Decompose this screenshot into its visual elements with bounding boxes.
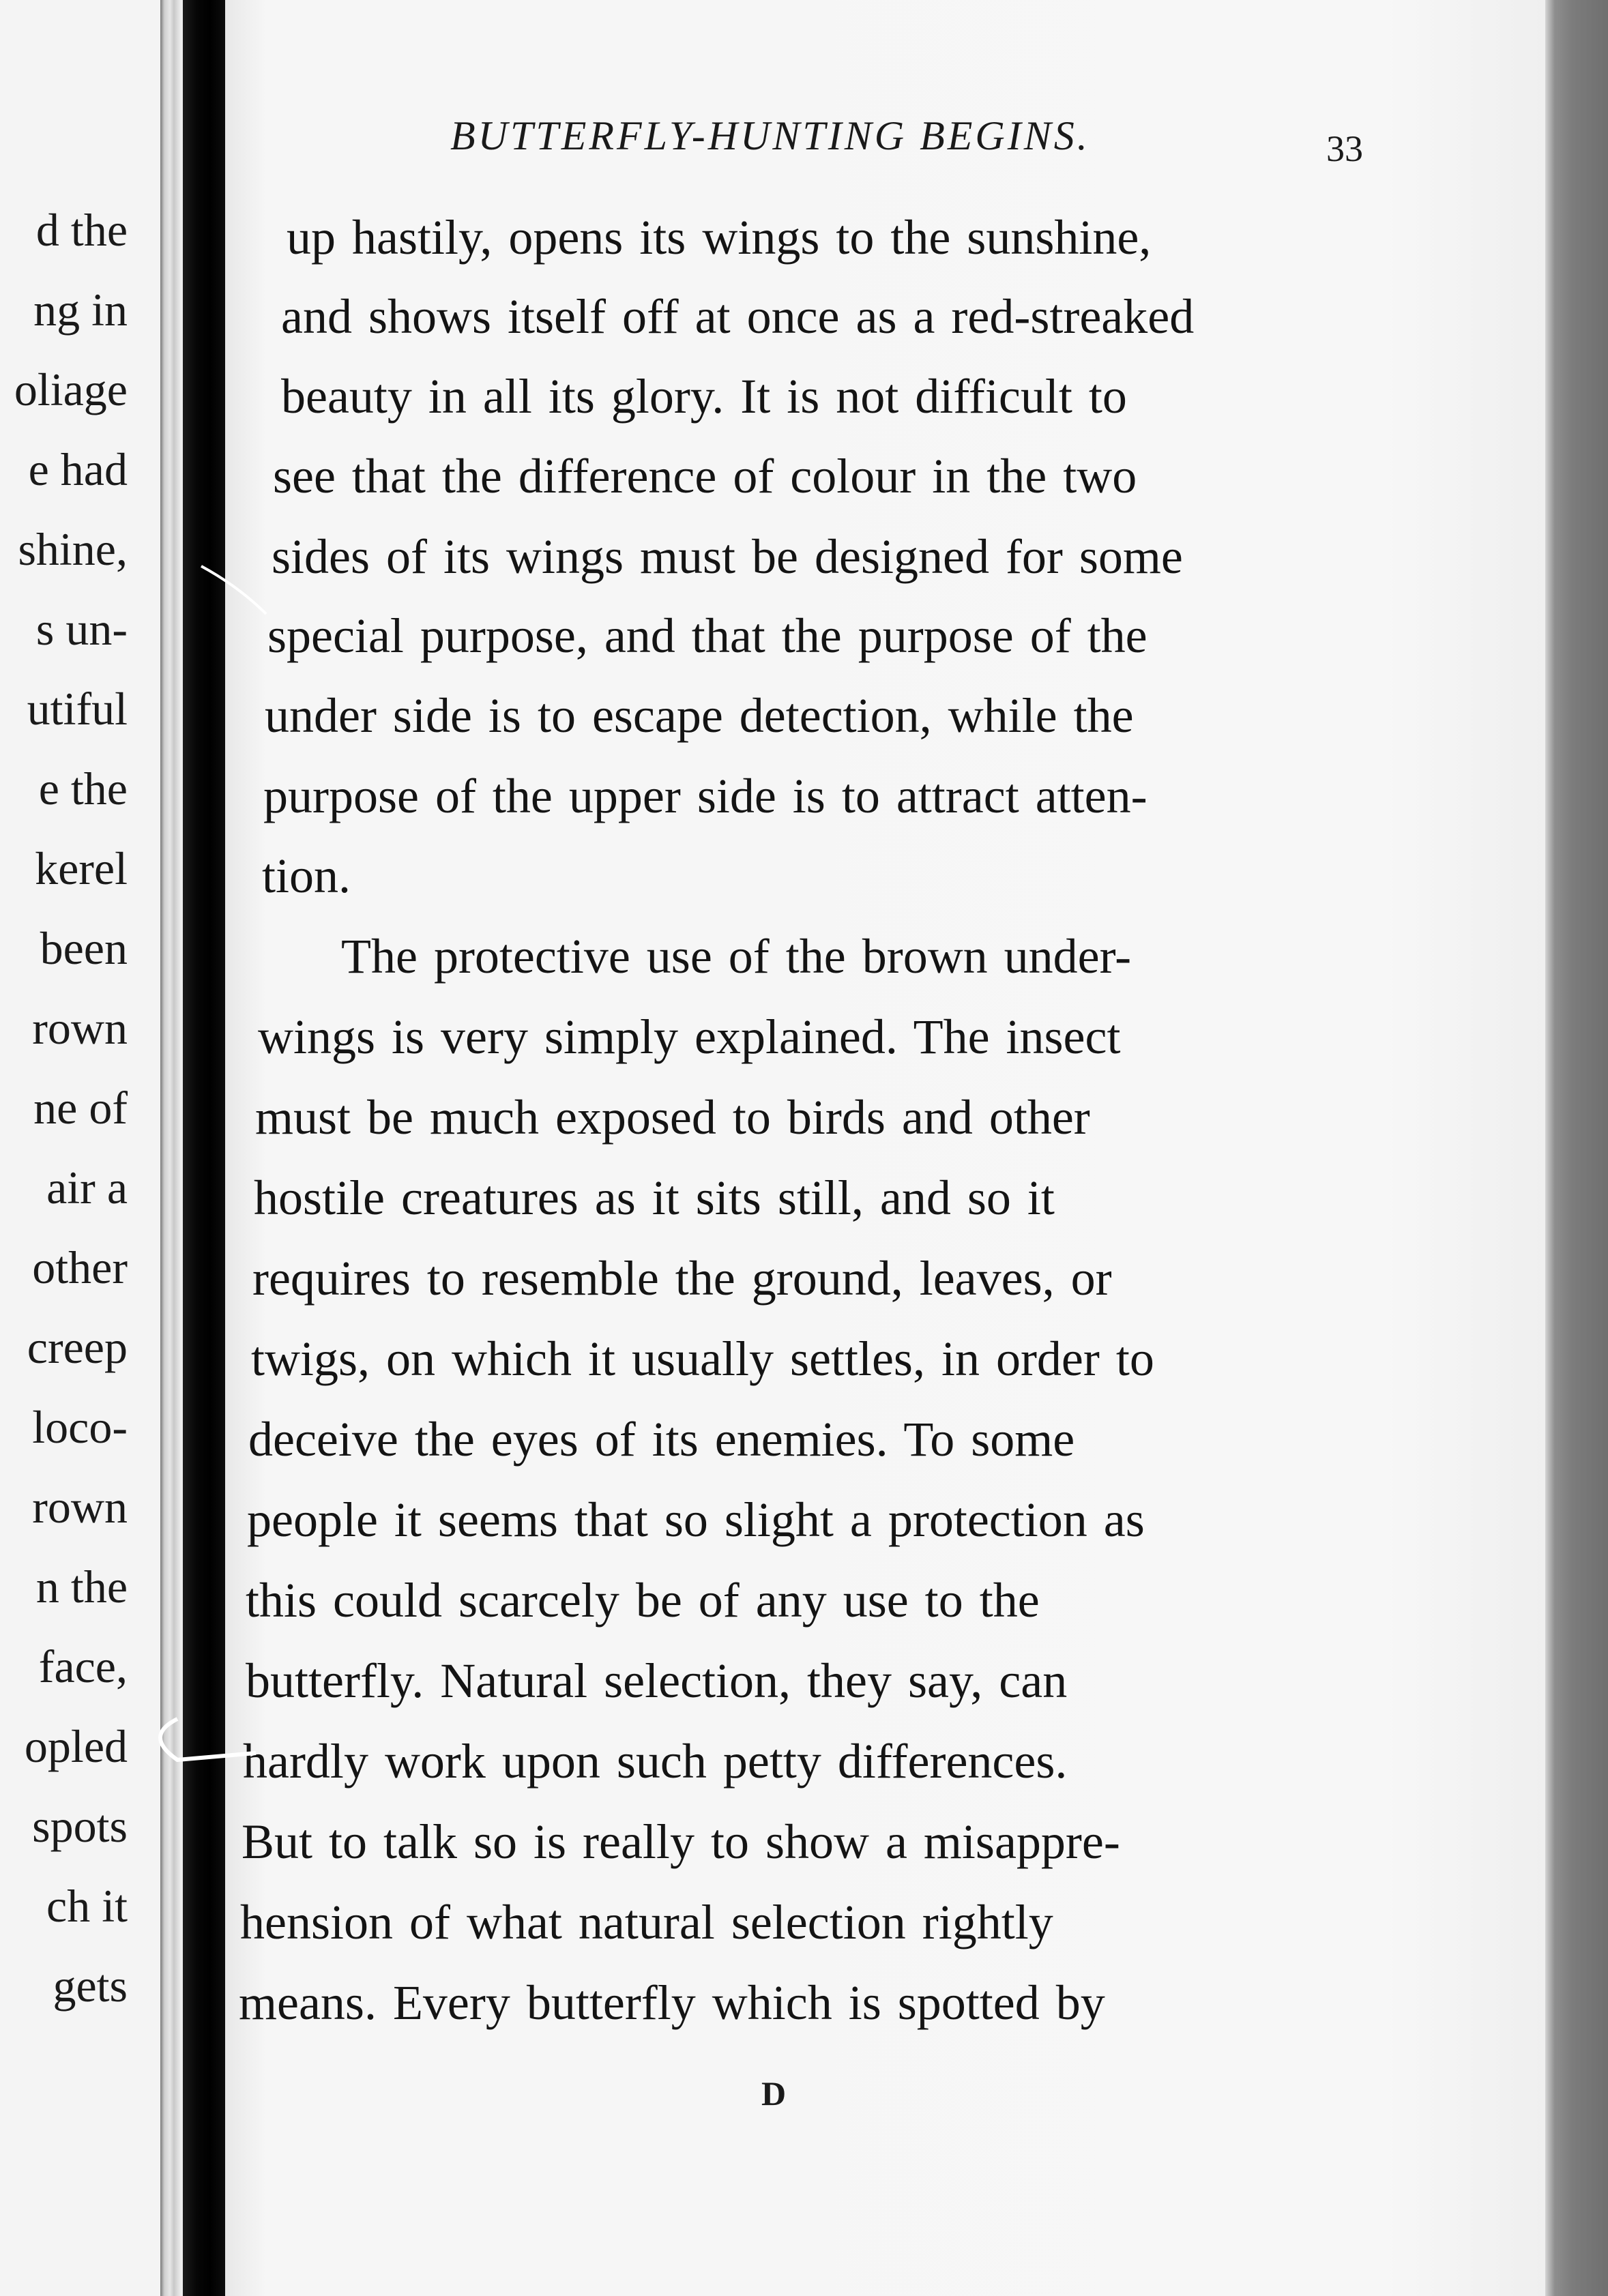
facing-page-line: n the — [35, 1561, 128, 1613]
facing-page-line: other — [32, 1241, 128, 1293]
text-line: But to talk so is really to show a misappre- — [242, 1814, 1120, 1869]
facing-page-line: s un- — [35, 603, 128, 655]
text-line: purpose of the upper side is to attract atten- — [263, 769, 1147, 823]
page-number: 33 — [1326, 128, 1363, 169]
running-head: BUTTERFLY-HUNTING BEGINS. — [450, 113, 1090, 158]
text-line: wings is very simply explained. The insect — [258, 1010, 1121, 1064]
text-line: means. Every butterfly which is spotted by — [239, 1975, 1105, 2030]
text-line: hostile creatures as it sits still, and so it — [254, 1171, 1055, 1225]
text-line: see that the difference of colour in the two — [273, 449, 1137, 503]
text-line: people it seems that so slight a protection as — [247, 1492, 1145, 1547]
text-line: hardly work upon such petty differences. — [243, 1734, 1068, 1789]
text-line: and shows itself off at once as a red-streaked — [281, 289, 1195, 344]
facing-page-line: spots — [32, 1800, 128, 1852]
text-line: requires to resemble the ground, leaves, or — [252, 1251, 1112, 1306]
facing-page-line: e had — [28, 443, 128, 495]
scan-mark — [198, 559, 280, 628]
facing-page-fragment — [0, 0, 160, 2296]
facing-page-line: face, — [38, 1640, 128, 1692]
facing-page-line: creep — [27, 1321, 128, 1373]
book-page — [225, 0, 1545, 2296]
text-line: must be much exposed to birds and other — [255, 1090, 1090, 1145]
text-line: this could scarcely be of any use to the — [246, 1573, 1040, 1628]
text-line: deceive the eyes of its enemies. To some — [248, 1412, 1075, 1467]
facing-page-line: ne of — [33, 1082, 128, 1134]
facing-page-line: rown — [32, 1002, 128, 1054]
facing-page-line: gets — [53, 1960, 128, 2012]
facing-page-line: air a — [46, 1162, 128, 1213]
book-gutter — [183, 0, 225, 2296]
facing-page-line: been — [40, 922, 128, 974]
text-line: hension of what natural selection rightly — [240, 1895, 1053, 1949]
text-line: twigs, on which it usually settles, in order to — [251, 1331, 1154, 1386]
facing-page-line: d the — [35, 204, 128, 256]
text-line: tion. — [262, 849, 351, 903]
text-line: beauty in all its glory. It is not difficult to — [281, 369, 1127, 424]
text-line: butterfly. Natural selection, they say, can — [246, 1653, 1068, 1708]
text-line: sides of its wings must be designed for some — [272, 529, 1183, 584]
facing-page-line: ng in — [33, 284, 128, 336]
facing-page-line: opled — [24, 1720, 128, 1772]
text-line: up hastily, opens its wings to the sunshine, — [287, 210, 1152, 265]
facing-page-line: ch it — [46, 1880, 128, 1932]
facing-page-line: shine, — [18, 523, 128, 575]
scan-mark — [136, 1705, 259, 1773]
text-line: special purpose, and that the purpose of the — [267, 608, 1147, 663]
text-line: under side is to escape detection, while the — [265, 688, 1134, 743]
facing-page-line: oliage — [14, 364, 128, 415]
page-edge-right — [1545, 0, 1608, 2296]
facing-page-line: rown — [32, 1481, 128, 1533]
facing-page-line: utiful — [27, 683, 128, 735]
signature-mark: D — [761, 2074, 787, 2113]
facing-page-line: loco- — [32, 1401, 128, 1453]
paragraph-start-line: The protective use of the brown under- — [341, 929, 1132, 984]
facing-page-line: e the — [38, 763, 128, 814]
facing-page-line: kerel — [35, 842, 128, 894]
